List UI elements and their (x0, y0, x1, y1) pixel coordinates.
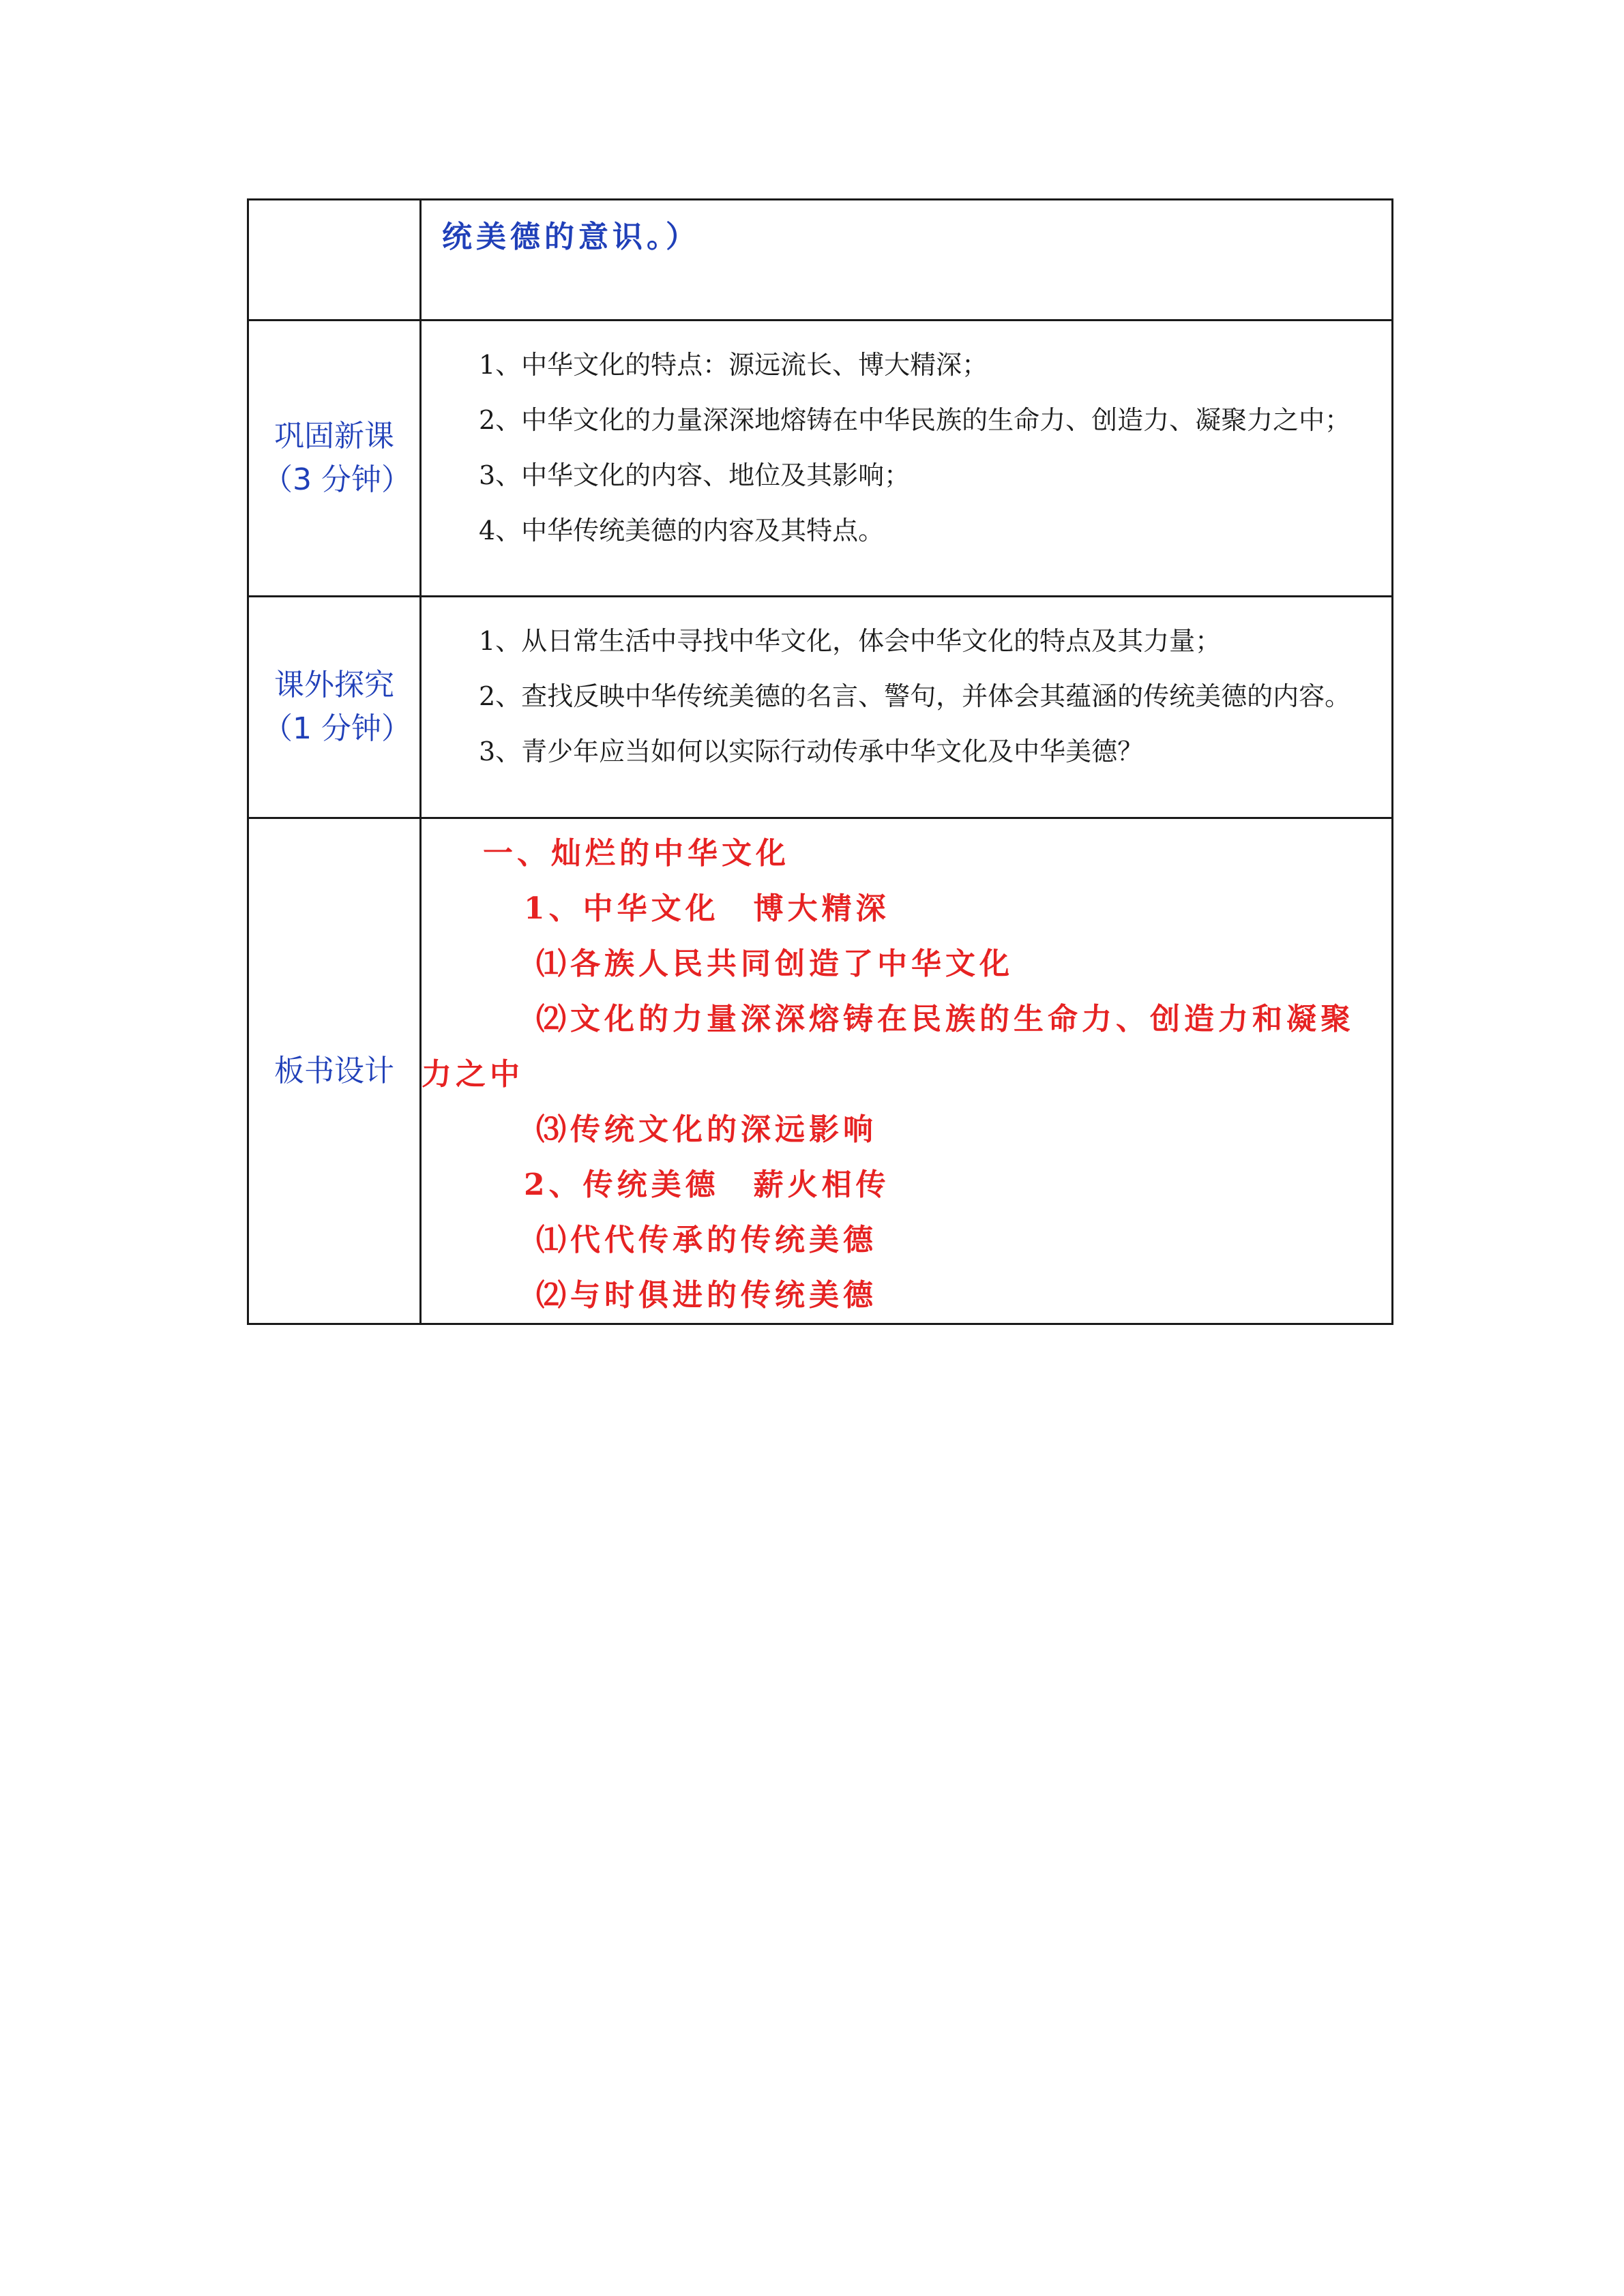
board-item: ⑵文化的力量深深熔铸在民族的生命力、创造力和凝聚力之中 (422, 1002, 1355, 1092)
review-content (421, 320, 1393, 597)
row-label-empty (248, 200, 421, 320)
row-label-explore (248, 597, 421, 818)
board-label-text: 板书设计 (274, 1053, 394, 1088)
table-row-continuation (248, 200, 1393, 320)
board-section-1: 1、中华文化 博大精深 (524, 891, 890, 926)
board-item: ⑴代代传承的传统美德 (536, 1223, 877, 1257)
table-row-board (248, 818, 1393, 1324)
explore-item: 1、从日常生活中寻找中华文化，体会中华文化的特点及其力量； (479, 626, 1222, 656)
board-item: ⑶传统文化的深远影响 (536, 1112, 877, 1147)
continuation-text: 统美德的意识。） (421, 200, 1393, 320)
review-item: 3、中华文化的内容、地位及其影响； (479, 460, 911, 490)
explore-item: 3、青少年应当如何以实际行动传承中华文化及中华美德？ (479, 736, 1144, 766)
review-item: 2、中华文化的力量深深地熔铸在中华民族的生命力、创造力、凝聚力之中； (479, 405, 1351, 435)
table-row-explore (248, 597, 1393, 818)
row-label-review (248, 320, 421, 597)
lesson-plan-table (247, 198, 1393, 1325)
explore-label-text: 课外探究（1 分钟） (263, 668, 411, 746)
board-heading: 一、灿烂的中华文化 (483, 836, 790, 871)
board-item: ⑴各族人民共同创造了中华文化 (536, 946, 1014, 981)
board-design-content (421, 818, 1393, 1324)
board-item: ⑵与时俱进的传统美德 (536, 1278, 877, 1313)
explore-content (421, 597, 1393, 818)
explore-item: 2、查找反映中华传统美德的名言、警句，并体会其蕴涵的传统美德的内容。 (479, 681, 1351, 711)
row-label-board (248, 818, 421, 1324)
board-section-2: 2、传统美德 薪火相传 (524, 1167, 890, 1202)
table-row-review (248, 320, 1393, 597)
review-label-text: 巩固新课（3 分钟） (263, 419, 411, 497)
review-item: 4、中华传统美德的内容及其特点。 (479, 516, 885, 546)
review-item: 1、中华文化的特点：源远流长、博大精深； (479, 350, 988, 380)
